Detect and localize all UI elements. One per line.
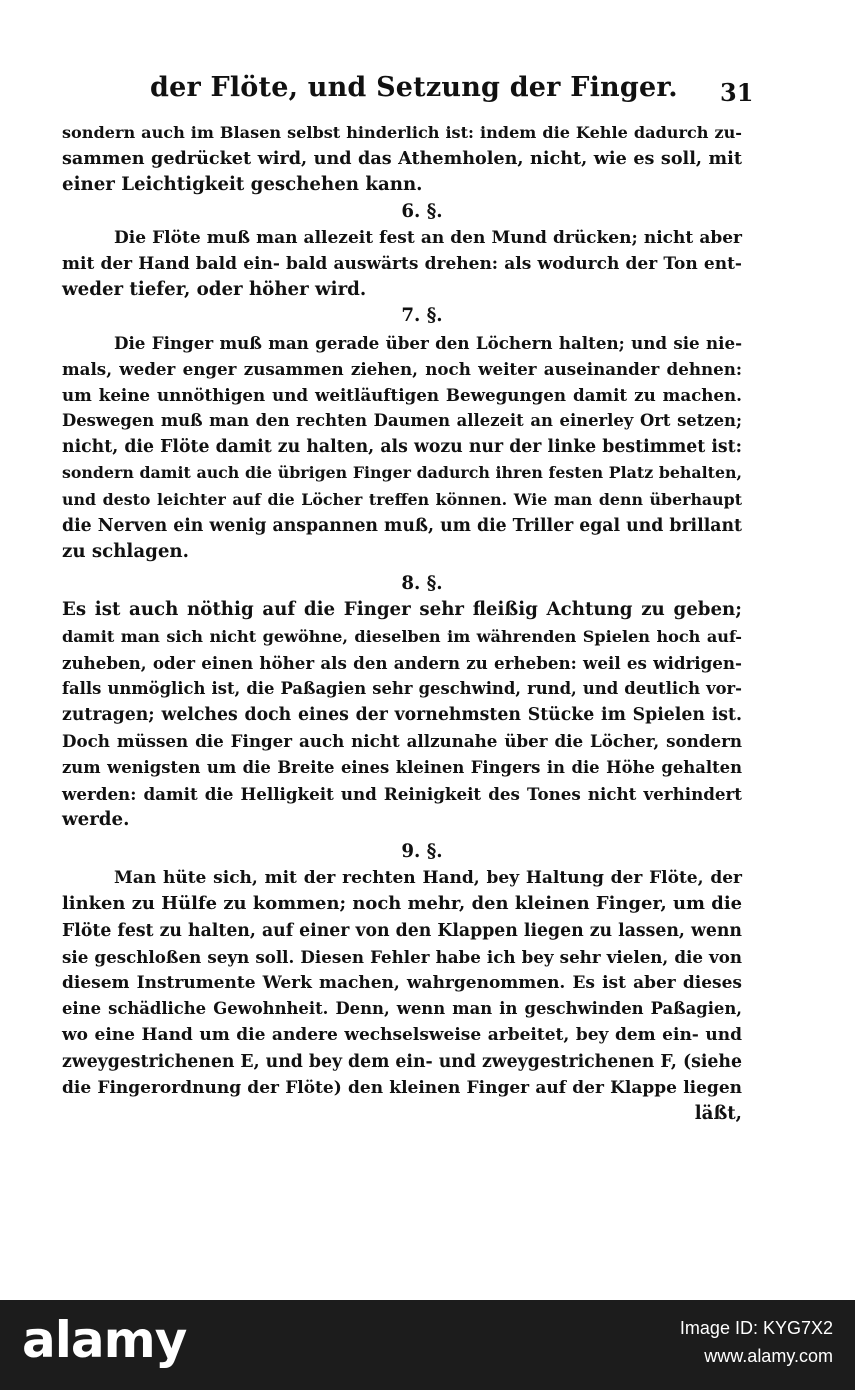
catchword: läßt, xyxy=(694,1102,742,1124)
paragraph-9 xyxy=(62,865,742,1127)
text-line: zu schlagen. xyxy=(62,541,189,562)
text-line: werde. xyxy=(62,808,130,830)
alamy-logo: alamy xyxy=(22,1311,187,1369)
site-url-label: www.alamy.com xyxy=(704,1346,833,1366)
section-heading-8: 8. §. xyxy=(401,573,443,595)
text-line: diesem Instrumente Werk machen, wahrgenommen. Es ist aber dieses xyxy=(62,973,742,993)
text-line: sie geschloßen seyn soll. Diesen Fehler habe ich bey sehr vielen, die von xyxy=(62,946,742,967)
text-line: damit man sich nicht gewöhne, dieselben im währenden Spielen hoch auf- xyxy=(62,626,742,646)
text-line: und desto leichter auf die Löcher treffen können. Wie man denn überhaupt xyxy=(62,489,742,509)
text-line: zweygestrichenen E, und bey dem ein- und zweygestrichenen F, (siehe xyxy=(62,1051,742,1072)
text-line: einer Leichtigkeit geschehen kann. xyxy=(62,174,423,196)
text-line: eine schädliche Gewohnheit. Denn, wenn man in geschwinden Paßagien, xyxy=(62,999,742,1019)
text-line: sondern auch im Blasen selbst hinderlich ist: indem die Kehle dadurch zu- xyxy=(62,123,742,142)
page-body xyxy=(62,120,742,1127)
text-line: Die Finger muß man gerade über den Löchern halten; und sie nie- xyxy=(114,332,742,353)
image-id-label: Image ID: KYG7X2 xyxy=(679,1318,833,1338)
paragraph-8 xyxy=(62,597,742,833)
text-line: linken zu Hülfe zu kommen; noch mehr, den kleinen Finger, um die xyxy=(62,893,742,915)
text-line: zuheben, oder einen höher als den andern zu erheben: weil es widrigen- xyxy=(62,652,742,673)
paragraph-6 xyxy=(62,225,742,304)
text-line: die Fingerordnung der Flöte) den kleinen Finger auf der Klappe liegen xyxy=(62,1077,742,1098)
running-title: der Flöte, und Setzung der Finger. xyxy=(150,72,678,103)
text-line: sammen gedrücket wird, und das Athemholen, nicht, wie es soll, mit xyxy=(62,148,742,170)
text-line: mals, weder enger zusammen ziehen, noch weiter auseinander dehnen: xyxy=(62,358,742,379)
text-line: die Nerven ein wenig anspannen muß, um die Triller egal und brillant xyxy=(62,515,742,536)
section-heading-9: 9. §. xyxy=(401,841,443,863)
section-heading-6: 6. §. xyxy=(401,200,443,222)
page-number: 31 xyxy=(720,78,754,107)
text-line: Flöte fest zu halten, auf einer von den Klappen liegen zu lassen, wenn xyxy=(62,920,742,941)
paragraph-7 xyxy=(62,330,742,566)
text-line: sondern damit auch die übrigen Finger dadurch ihren festen Platz behalten, xyxy=(62,463,742,483)
text-line: zutragen; welches doch eines der vornehmsten Stücke im Spielen ist. xyxy=(62,705,742,726)
text-line: Deswegen muß man den rechten Daumen allezeit an einerley Ort setzen; xyxy=(62,411,742,431)
text-line: falls unmöglich ist, die Paßagien sehr geschwind, rund, und deutlich vor- xyxy=(62,678,742,698)
text-line: um keine unnöthigen und weitläuftigen Bewegungen damit zu machen. xyxy=(62,384,742,405)
text-line: Es ist auch nöthig auf die Finger sehr fleißig Achtung zu geben; xyxy=(62,599,742,621)
text-line: Die Flöte muß man allezeit fest an den Mund drücken; nicht aber xyxy=(114,227,742,248)
paragraph-5-continuation xyxy=(62,120,742,199)
text-line: Man hüte sich, mit der rechten Hand, bey Haltung der Flöte, der xyxy=(114,868,742,889)
text-line: weder tiefer, oder höher wird. xyxy=(62,279,367,301)
text-line: zum wenigsten um die Breite eines kleinen Fingers in die Höhe gehalten xyxy=(62,757,742,777)
text-line: nicht, die Flöte damit zu halten, als wozu nur der linke bestimmet ist: xyxy=(62,437,742,458)
section-heading-7: 7. §. xyxy=(401,305,443,327)
text-line: Doch müssen die Finger auch nicht allzunahe über die Löcher, sondern xyxy=(62,731,742,752)
text-line: wo eine Hand um die andere wechselsweise arbeitet, bey dem ein- und xyxy=(62,1025,742,1046)
text-line: werden: damit die Helligkeit und Reinigkeit des Tones nicht verhindert xyxy=(62,783,742,804)
text-line: mit der Hand bald ein- bald auswärts drehen: als wodurch der Ton ent- xyxy=(62,253,742,274)
